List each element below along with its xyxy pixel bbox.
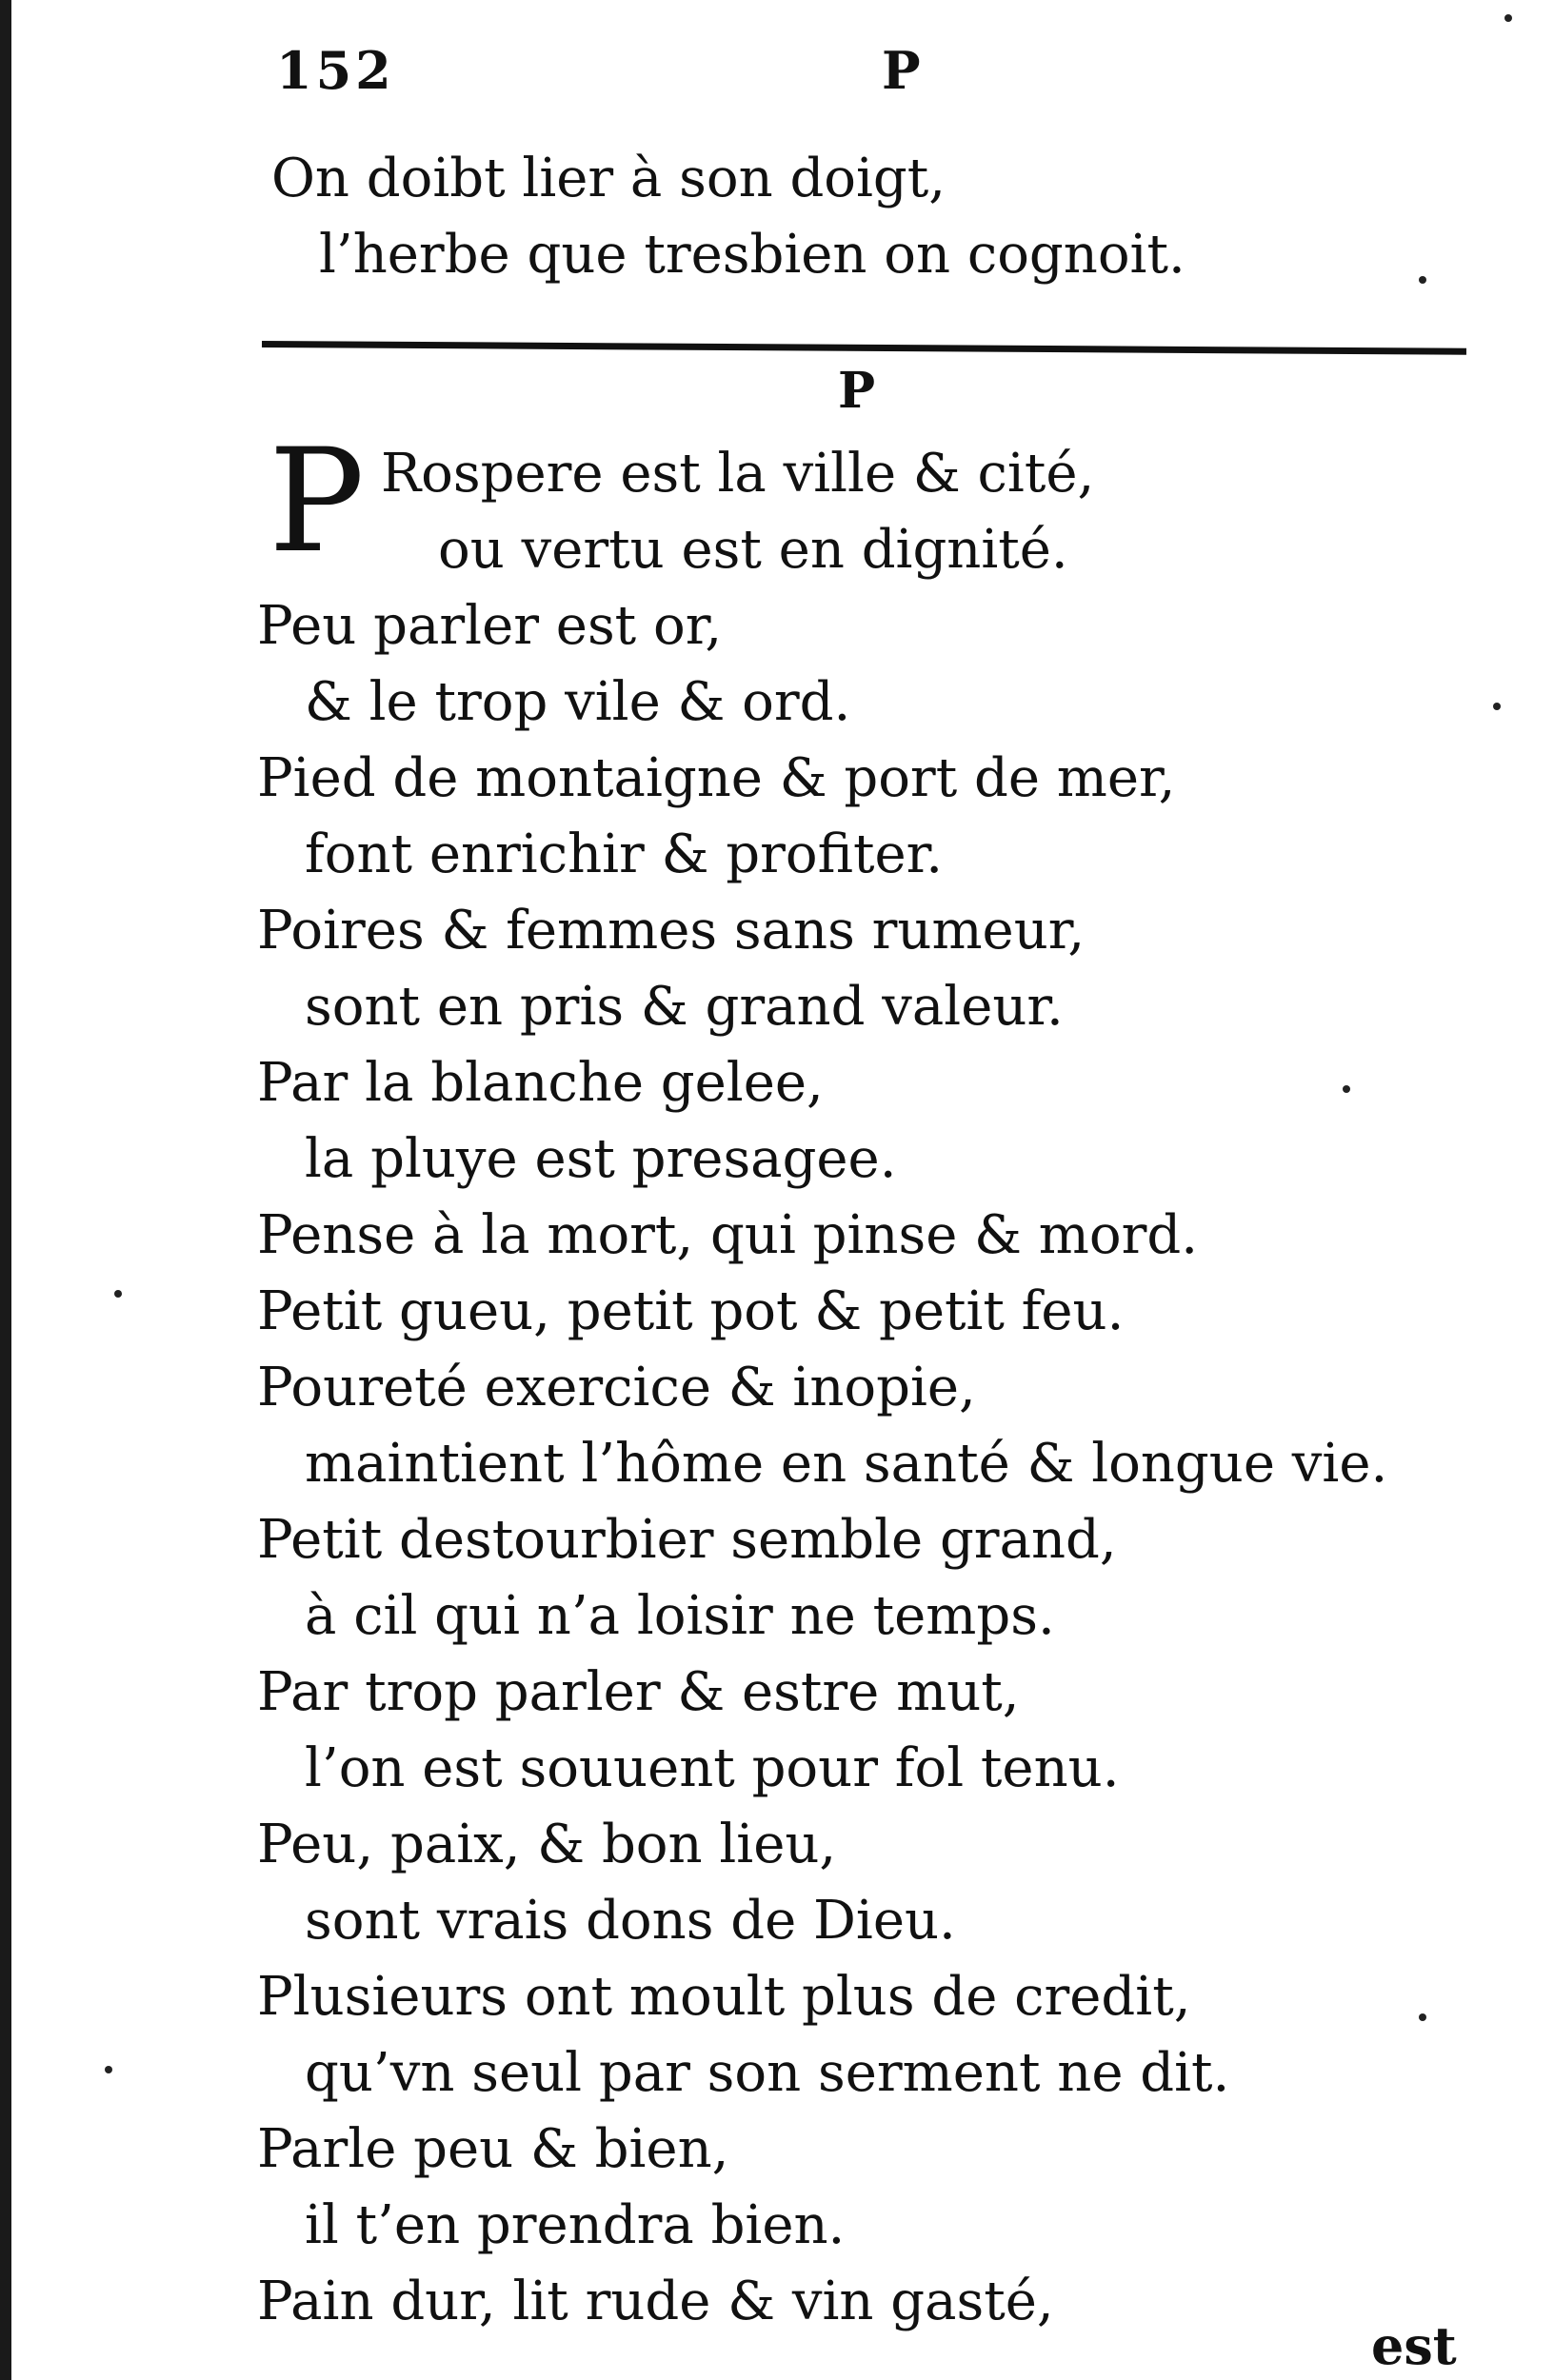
- proverb-line: il t’en prendra bien.: [305, 2194, 846, 2256]
- proverb-line: & le trop vile & ord.: [305, 671, 851, 733]
- drop-cap-initial: P: [269, 419, 365, 585]
- proverb-line: Par la blanche gelee,: [257, 1052, 824, 1114]
- running-header: [276, 40, 1000, 107]
- ink-speck: [1343, 1085, 1350, 1093]
- proverb-line: sont en pris & grand valeur.: [305, 976, 1064, 1038]
- proverb-line: Peu, paix, & bon lieu,: [257, 1814, 837, 1875]
- section-letter: P: [838, 362, 876, 420]
- ink-speck: [1493, 703, 1501, 710]
- proverb-line: Pense à la mort, qui pinse & mord.: [257, 1204, 1199, 1266]
- proverb-line: sont vrais dons de Dieu.: [305, 1890, 956, 1952]
- catchword: est: [1371, 2315, 1457, 2376]
- carryover-proverb: [271, 141, 1414, 293]
- ink-speck: [1504, 14, 1512, 22]
- proverb-line: Petit destourbier semble grand,: [257, 1509, 1117, 1571]
- proverb-list: [257, 419, 1495, 2340]
- proverb-line: qu’vn seul par son serment ne dit.: [305, 2042, 1230, 2104]
- page-binding-edge: [0, 0, 11, 2380]
- proverb-line: maintient l’hôme en santé & longue vie.: [305, 1433, 1388, 1495]
- first-proverb-text: Rospere est la ville & cité,: [381, 443, 1095, 505]
- ink-speck: [105, 2066, 112, 2073]
- proverb-line: Plusieurs ont moult plus de credit,: [257, 1966, 1191, 2028]
- carryover-line: On doibt lier à son doigt,: [271, 148, 946, 209]
- carryover-line: l’herbe que tresbien on cognoit.: [319, 224, 1185, 286]
- proverb-line: l’on est souuent pour fol tenu.: [305, 1737, 1120, 1799]
- ink-speck: [1419, 2013, 1426, 2021]
- proverb-line: Pain dur, lit rude & vin gasté,: [257, 2271, 1054, 2332]
- proverb-line: Petit gueu, petit pot & petit feu.: [257, 1280, 1125, 1342]
- first-proverb-continuation: ou vertu est en dignité.: [438, 519, 1068, 581]
- proverb-lines: [257, 588, 1495, 2340]
- proverb-line: la pluye est presagee.: [305, 1128, 897, 1190]
- proverb-line: à cil qui n’a loisir ne temps.: [305, 1585, 1055, 1647]
- proverb-line: Poires & femmes sans rumeur,: [257, 900, 1086, 962]
- signature-mark: P: [882, 40, 921, 101]
- proverb-line: Poureté exercice & inopie,: [257, 1357, 976, 1418]
- proverb-line: Par trop parler & estre mut,: [257, 1661, 1020, 1723]
- ink-speck: [114, 1290, 122, 1298]
- proverb-line: font enrichir & profiter.: [305, 823, 944, 885]
- page-number: 152: [276, 40, 395, 101]
- proverb-line: Parle peu & bien,: [257, 2118, 729, 2180]
- ink-speck: [1419, 276, 1426, 284]
- proverb-line: Pied de montaigne & port de mer,: [257, 747, 1176, 809]
- proverb-line: Peu parler est or,: [257, 595, 723, 657]
- section-divider-rule: [262, 341, 1466, 355]
